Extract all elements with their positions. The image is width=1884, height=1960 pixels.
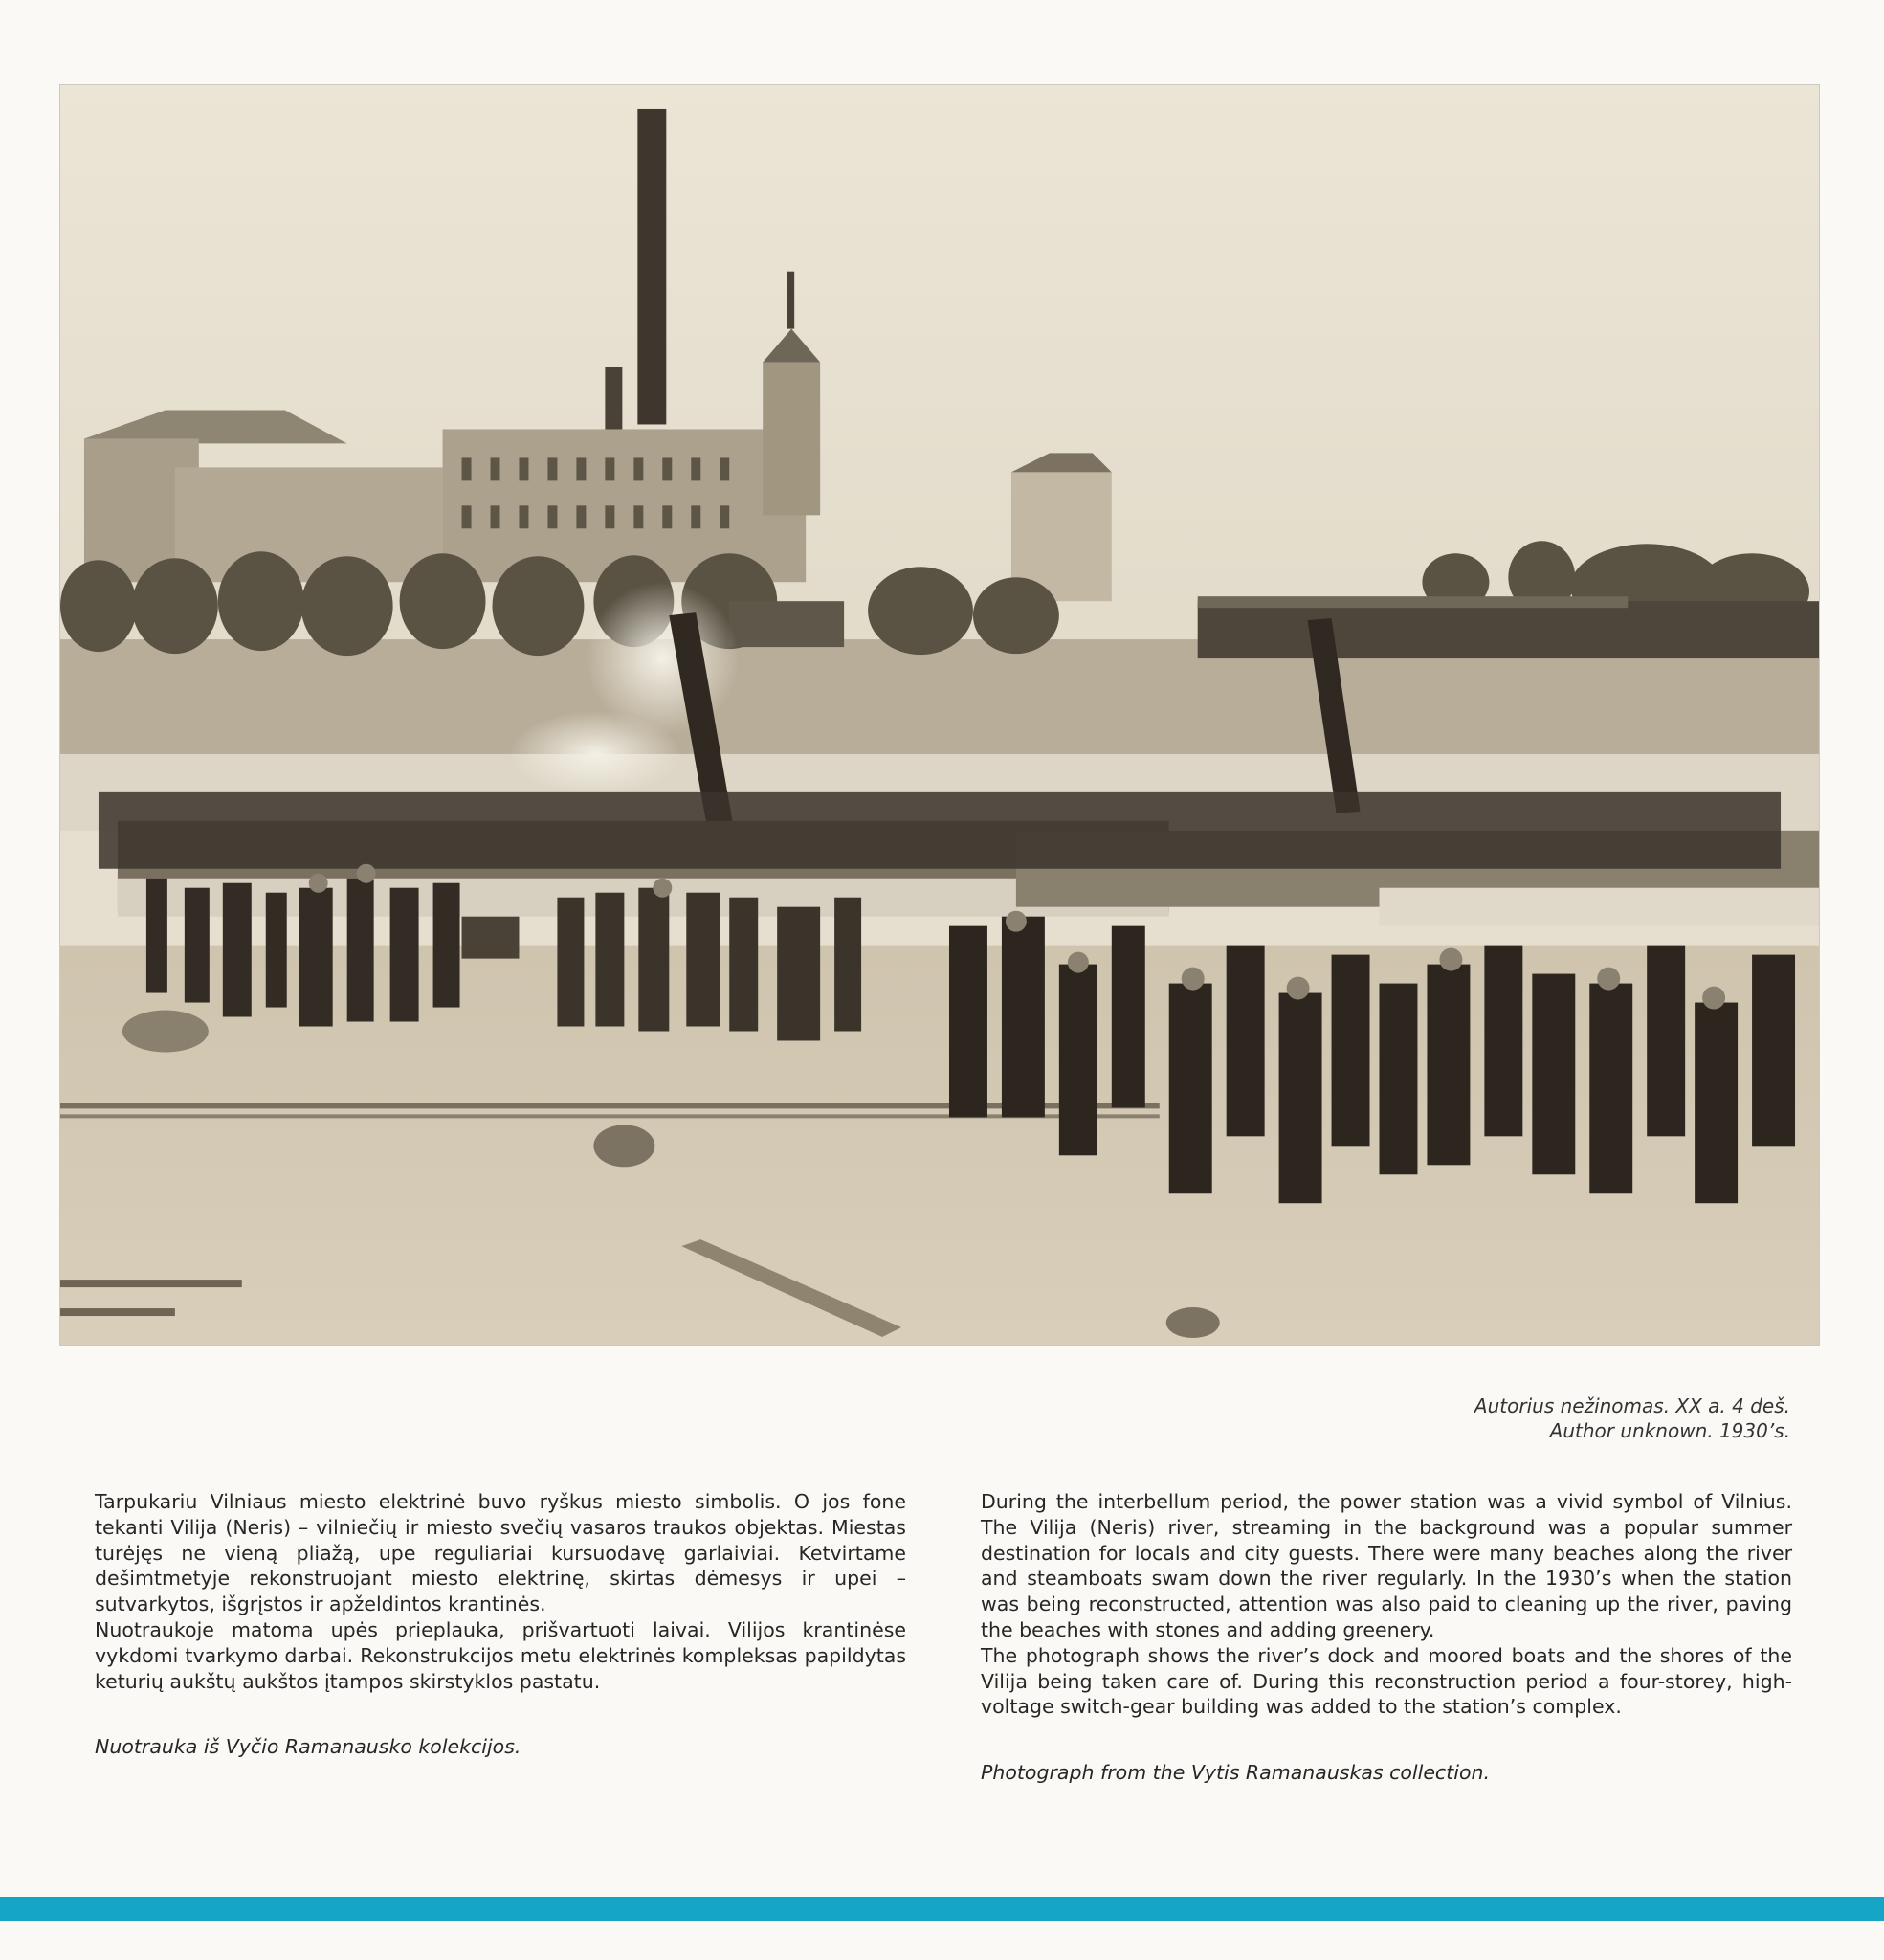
lt-paragraph-2: Nuotraukoje matoma upės prieplauka, prišvartuoti laivai. Vilijos krantinėse vykdomi tvarkymo darbai. Rekonstrukcijos metu elektrinės kompleksas papildytas keturių aukštų aukštos įtampos skirstyklos pastatu. <box>95 1617 906 1693</box>
text-column-english <box>981 1489 1792 1786</box>
photo-credit-en: Author unknown. 1930’s. <box>1549 1419 1790 1442</box>
photo-credit-lt: Autorius nežinomas. XX a. 4 deš. <box>1474 1394 1790 1417</box>
en-paragraph-2: The photograph shows the river’s dock and moored boats and the shores of the Vilija being taken care of. During this reconstruction period a four-storey, high-voltage switch-gear building was added to the station’s complex. <box>981 1643 1792 1719</box>
text-column-lithuanian <box>95 1489 906 1760</box>
historical-photo <box>59 84 1820 1346</box>
photo-credit <box>1120 1393 1790 1443</box>
en-paragraph-1: During the interbellum period, the power station was a vivid symbol of Vilnius. The Vilija (Neris) river, streaming in the background was a popular summer destination for locals and city guests. There were many beaches along the river and steamboats swam down the river regularly. In the 1930’s when the station was being reconstructed, attention was also paid to cleaning up the river, paving the beaches with stones and adding greenery. <box>981 1490 1792 1641</box>
lt-source-note: Nuotrauka iš Vyčio Ramanausko kolekcijos. <box>95 1735 521 1759</box>
lt-paragraph-1: Tarpukariu Vilniaus miesto elektrinė buvo ryškus miesto simbolis. O jos fone tekanti Vilija (Neris) – vilniečių ir miesto svečių vasaros traukos objektas. Miestas turėjęs ne vieną pliažą, upe reguliariai kursuodavę garlaiviai. Ketvirtame dešimtmetyje rekonstruojant miesto elektrinę, skirtas dėmesys ir upei – sutvarkytos, išgrįstos ir apželdintos krantinės. <box>95 1490 906 1616</box>
accent-footer-bar <box>0 1897 1884 1921</box>
en-source-note: Photograph from the Vytis Ramanauskas collection. <box>981 1761 1490 1785</box>
